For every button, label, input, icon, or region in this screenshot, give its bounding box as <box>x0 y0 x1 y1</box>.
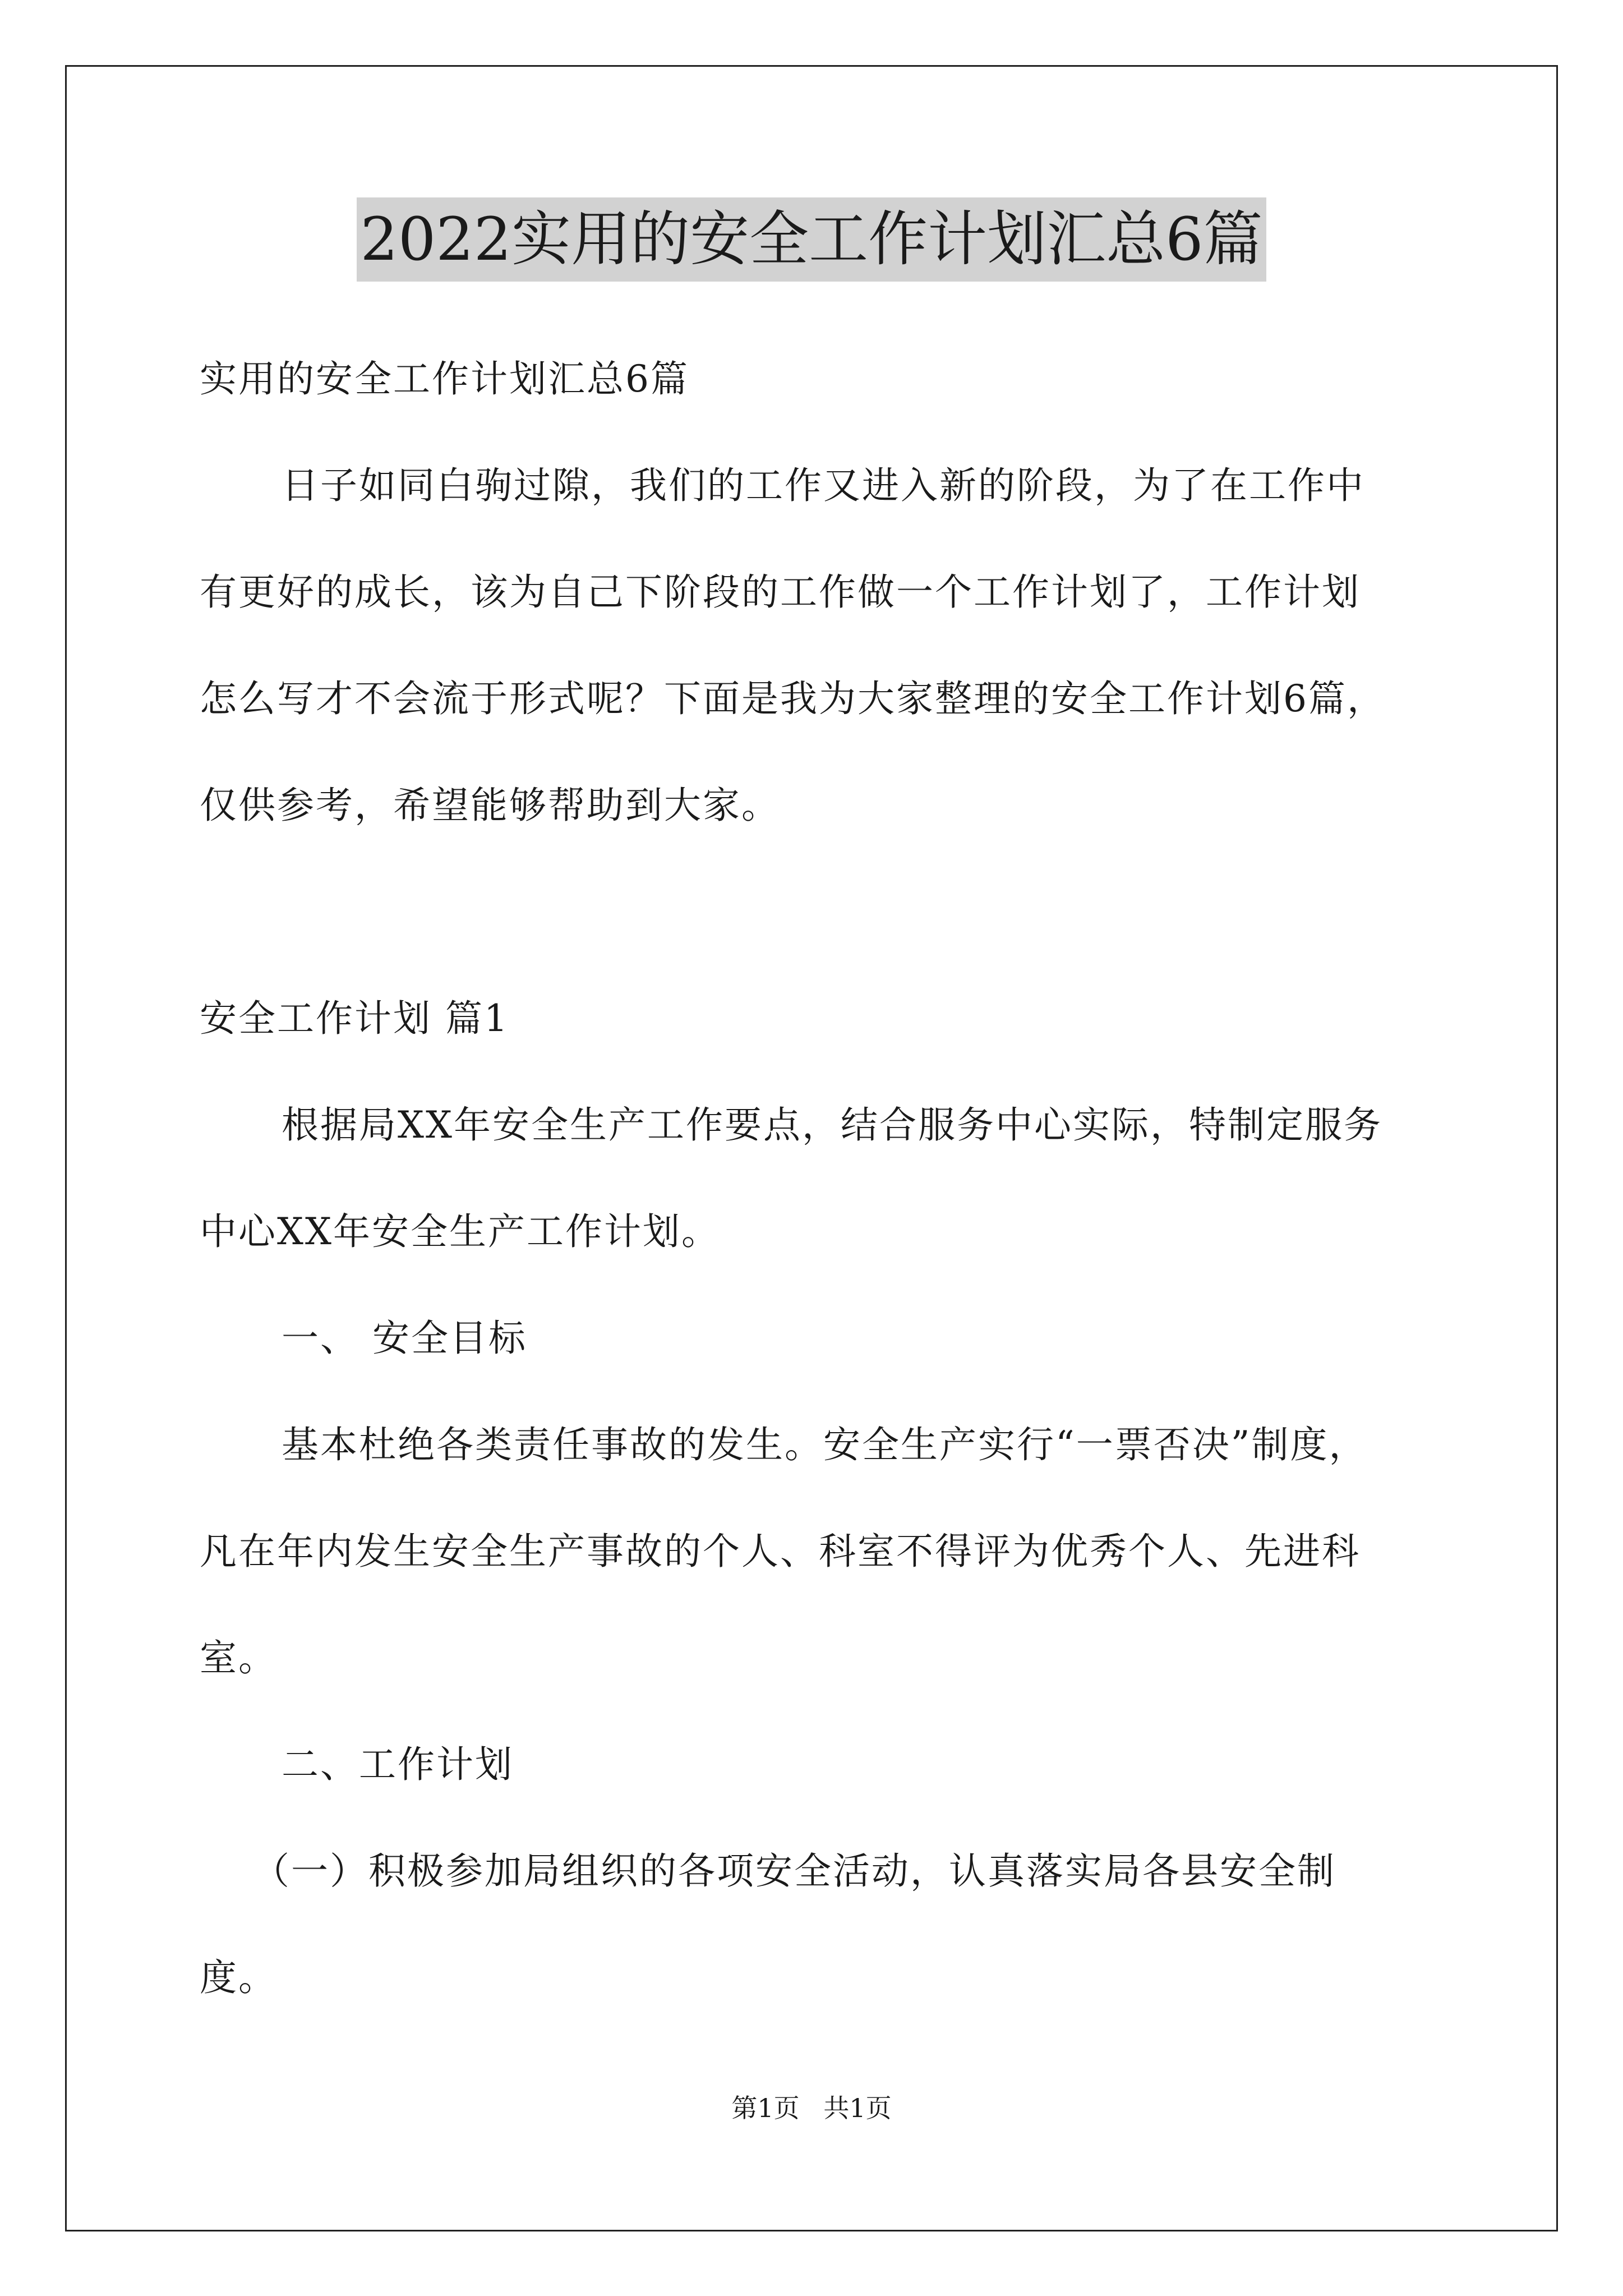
body-line-8: （一）积极参加局组织的各项安全活动，认真落实局各县安全制 <box>252 1849 1336 1893</box>
page-footer <box>0 2091 1623 2125</box>
intro-line-4: 仅供参考，希望能够帮助到大家。 <box>200 784 780 827</box>
body-line-6: 室。 <box>200 1636 277 1680</box>
body-line-1: 根据局XX年安全生产工作要点，结合服务中心实际，特制定服务 <box>282 1103 1382 1147</box>
body-line-4: 基本杜绝各类责任事故的发生。安全生产实行“一票否决”制度， <box>282 1423 1368 1466</box>
heading-work-plan: 二、工作计划 <box>282 1743 514 1786</box>
body-line-5: 凡在年内发生安全生产事故的个人、科室不得评为优秀个人、先进科 <box>200 1530 1361 1573</box>
section-heading: 安全工作计划 篇1 <box>200 997 509 1040</box>
body-line-2: 中心XX年安全生产工作计划。 <box>200 1210 720 1253</box>
page-total: 共1页 <box>823 2093 892 2123</box>
intro-line-2: 有更好的成长，该为自己下阶段的工作做一个工作计划了，工作计划 <box>200 570 1361 614</box>
intro-line-1: 日子如同白驹过隙，我们的工作又进入新的阶段，为了在工作中 <box>282 464 1365 507</box>
document-title: 2022实用的安全工作计划汇总6篇 <box>357 197 1266 282</box>
heading-safety-goal: 一、 安全目标 <box>282 1317 527 1360</box>
title-block <box>0 197 1623 282</box>
body-line-9: 度。 <box>200 1956 277 1999</box>
document-subtitle: 实用的安全工作计划汇总6篇 <box>200 357 689 401</box>
page-number: 第1页 <box>731 2093 800 2123</box>
intro-line-3: 怎么写才不会流于形式呢？下面是我为大家整理的安全工作计划6篇， <box>200 677 1386 720</box>
